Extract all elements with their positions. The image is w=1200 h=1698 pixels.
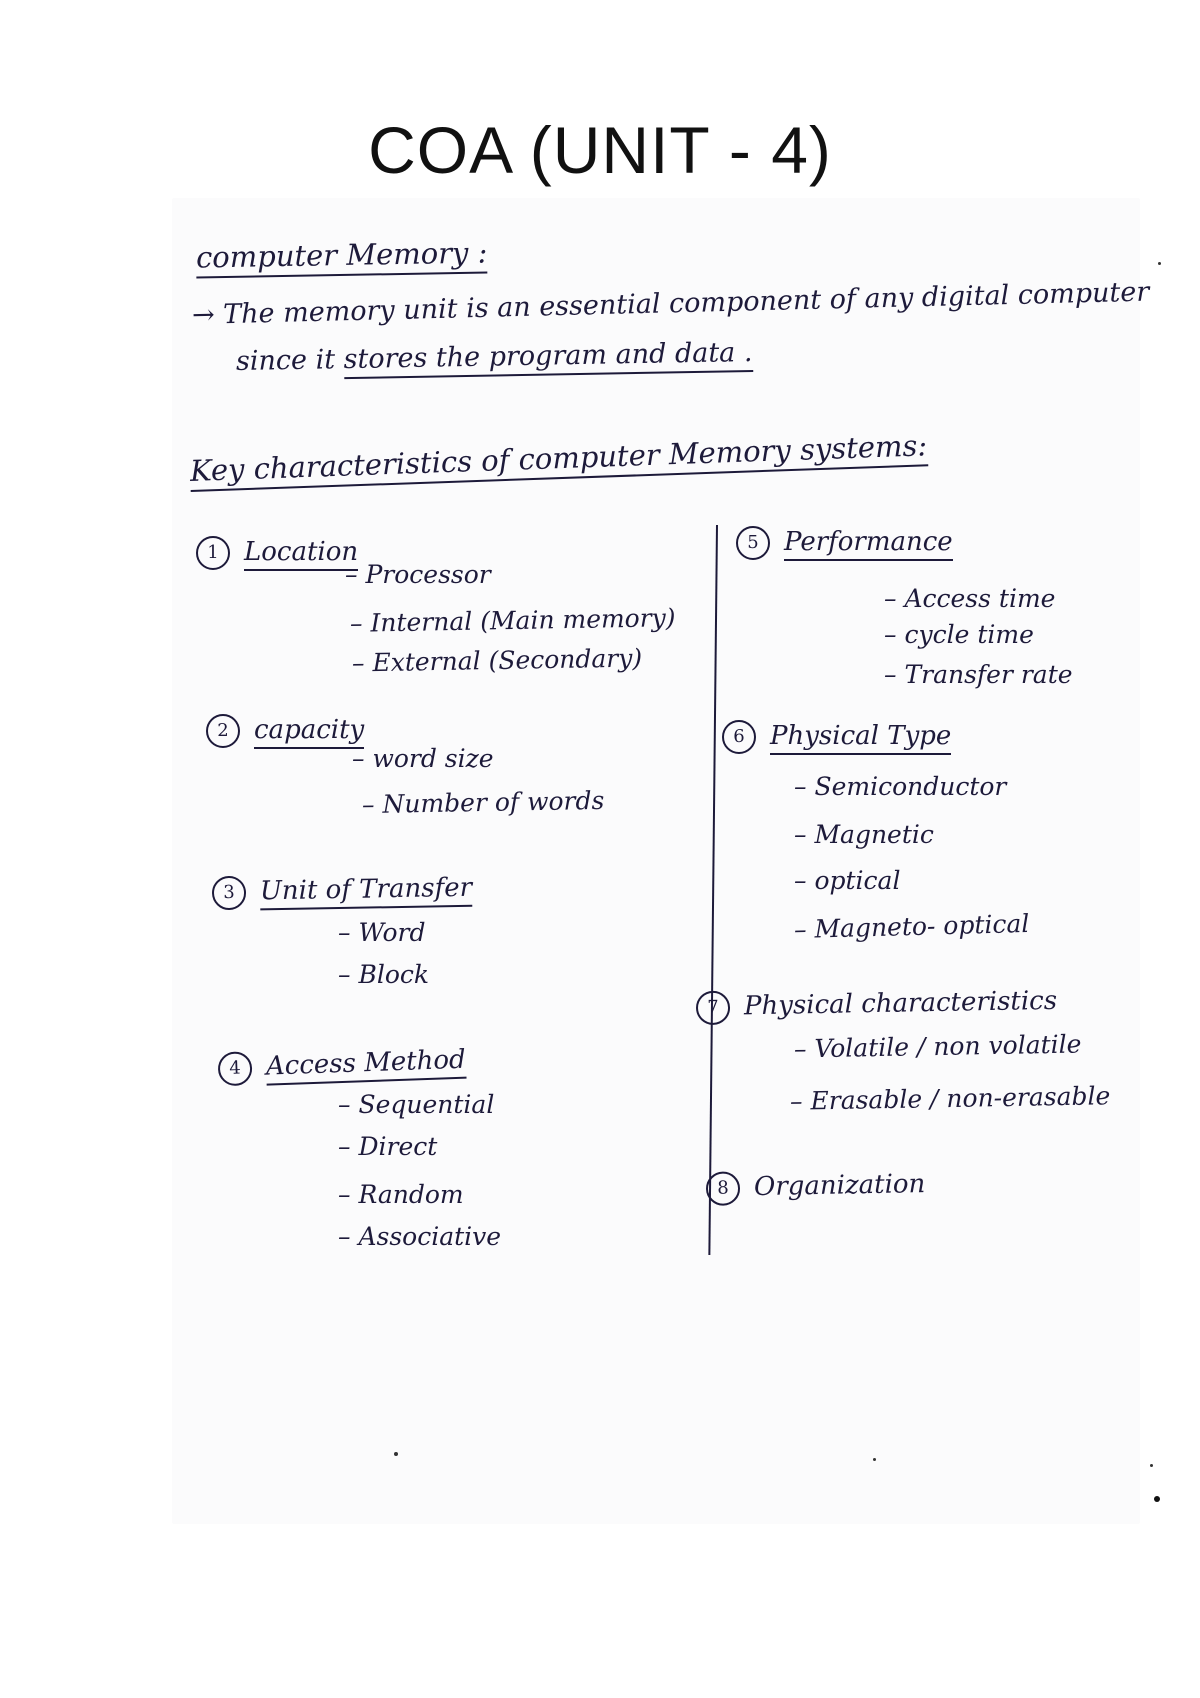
bullet-dash: – (794, 820, 807, 849)
characteristic-organization (706, 1168, 926, 1206)
list-item-text: Direct (358, 1132, 438, 1161)
characteristic-location (196, 536, 358, 570)
intro-line-2-prefix: since it (235, 344, 336, 377)
characteristic-label: Access Method (265, 1045, 466, 1086)
list-item (794, 1029, 1082, 1063)
characteristic-label: Physical characteristics (743, 985, 1058, 1022)
characteristic-label: capacity (254, 715, 364, 749)
number-badge: 2 (206, 714, 240, 748)
list-item-text: Processor (365, 560, 491, 589)
list-item (794, 909, 1030, 944)
bullet-dash: – (338, 960, 351, 989)
list-item (352, 643, 643, 677)
list-item (884, 660, 1073, 689)
list-item-text: Internal (Main memory) (370, 603, 676, 638)
bullet-dash: – (338, 918, 351, 947)
handwritten-notes-scan (172, 198, 1140, 1524)
list-item (884, 584, 1055, 613)
page-title: COA (UNIT - 4) (368, 113, 832, 187)
list-item-text: Block (358, 960, 430, 989)
characteristic-label: Unit of Transfer (260, 873, 473, 911)
characteristics-heading-text: Key characteristics of computer Memory systems: (189, 428, 927, 492)
list-item (338, 1090, 494, 1119)
arrow-icon: → (191, 299, 215, 331)
bullet-dash: – (351, 648, 365, 678)
characteristic-label: Location (244, 537, 358, 571)
bullet-dash: – (349, 608, 363, 638)
bullet-dash: – (345, 560, 358, 589)
list-item-text: Sequential (358, 1090, 495, 1119)
list-item-text: Random (358, 1180, 464, 1209)
list-item-text: cycle time (904, 620, 1034, 649)
number-badge: 3 (212, 876, 247, 911)
list-item-text: Magneto- optical (814, 908, 1030, 944)
scan-speck (1154, 1496, 1160, 1502)
list-item (350, 603, 676, 638)
list-item (345, 560, 491, 589)
bullet-dash: – (794, 866, 807, 895)
list-item (352, 744, 494, 773)
bullet-dash: – (338, 1132, 351, 1161)
characteristic-access-method (217, 1044, 466, 1087)
bullet-dash: – (338, 1090, 351, 1119)
list-item (338, 1180, 464, 1209)
bullet-dash: – (361, 789, 375, 820)
list-item-text: word size (372, 744, 494, 773)
scan-speck (873, 1458, 876, 1461)
characteristic-label: Performance (784, 527, 953, 561)
characteristic-label: Organization (753, 1169, 926, 1203)
list-item-text: External (Secondary) (372, 643, 643, 678)
list-item-text: Transfer rate (904, 660, 1073, 689)
list-item-text: Associative (358, 1222, 502, 1251)
characteristic-physical-characteristics (696, 985, 1058, 1025)
characteristic-label: Physical Type (770, 721, 951, 755)
number-badge: 5 (736, 526, 770, 560)
scan-speck (1150, 1464, 1153, 1467)
list-item-text: Magnetic (814, 820, 934, 849)
characteristic-physical-type (722, 720, 951, 754)
number-badge: 7 (696, 991, 731, 1026)
bullet-dash: – (789, 1086, 803, 1116)
list-item-text: Volatile / non volatile (814, 1029, 1082, 1064)
scan-speck (1158, 262, 1161, 265)
intro-line-1-text: The memory unit is an essential component of any digital computer (222, 276, 1150, 331)
bullet-dash: – (793, 1034, 807, 1064)
characteristic-capacity (206, 714, 364, 748)
characteristic-performance (736, 526, 953, 560)
number-badge: 6 (722, 720, 756, 754)
section-heading (196, 235, 488, 274)
list-item-text: Number of words (382, 785, 605, 819)
list-item (338, 960, 429, 989)
scan-speck (394, 1452, 398, 1456)
bullet-dash: – (338, 1222, 351, 1251)
number-badge: 8 (706, 1171, 741, 1206)
number-badge: 4 (217, 1051, 252, 1086)
section-heading-text: computer Memory : (196, 235, 488, 278)
list-item-text: Access time (904, 584, 1056, 613)
bullet-dash: – (884, 620, 897, 649)
number-badge: 1 (196, 536, 230, 570)
list-item (884, 620, 1034, 649)
list-item (794, 820, 934, 849)
intro-line-2-emphasis: stores the program and data . (343, 337, 752, 379)
bullet-dash: – (884, 660, 897, 689)
bullet-dash: – (794, 772, 807, 801)
list-item (362, 786, 605, 819)
list-item (338, 918, 425, 947)
list-item-text: Erasable / non-erasable (810, 1081, 1111, 1116)
list-item-text: Word (358, 918, 426, 947)
bullet-dash: – (793, 914, 807, 945)
list-item (338, 1222, 501, 1251)
list-item-text: Semiconductor (814, 772, 1007, 801)
list-item (794, 866, 900, 895)
list-item (338, 1132, 437, 1161)
list-item (794, 772, 1006, 801)
list-item (790, 1081, 1111, 1116)
characteristic-unit-of-transfer (212, 872, 473, 911)
bullet-dash: – (884, 584, 897, 613)
bullet-dash: – (338, 1180, 351, 1209)
bullet-dash: – (352, 744, 365, 773)
list-item-text: optical (814, 866, 901, 895)
